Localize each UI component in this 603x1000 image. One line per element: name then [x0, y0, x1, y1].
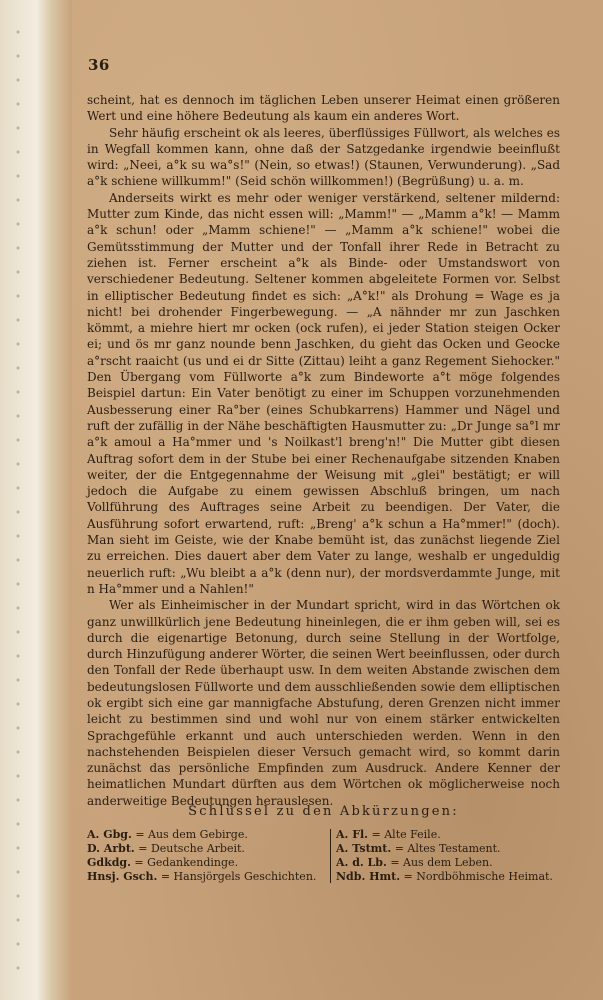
book-binding-edge [0, 0, 72, 1000]
abbreviation-key: D. Arbt. [87, 842, 135, 855]
column-divider [330, 829, 331, 883]
stitch-holes [14, 20, 22, 980]
abbreviation-key: Ndb. Hmt. [336, 870, 401, 883]
abbreviation-key: Hnsj. Gsch. [87, 870, 158, 883]
abbreviation-key: A. Tstmt. [336, 842, 392, 855]
abbreviation-value: = Aus dem Gebirge. [135, 828, 248, 841]
abbreviation-value: = Alte Feile. [371, 828, 441, 841]
abbreviation-key: A. Fl. [336, 828, 369, 841]
abbreviation-key: A. Gbg. [87, 828, 132, 841]
abbreviation-row [336, 856, 565, 870]
abbreviation-key: Gdkdg. [87, 856, 131, 869]
paragraph: scheint, hat es dennoch im täglichen Leben unserer Heimat einen größeren Wert und eine höhere Bedeutung als kaum ein anderes Wort. [87, 93, 560, 124]
abbreviation-value: = Deutsche Arbeit. [138, 842, 245, 855]
abbreviations-heading: Schlüssel zu den Abkürzungen: [188, 804, 459, 819]
abbreviation-value: = Aus dem Leben. [390, 856, 493, 869]
abbreviations-right-column [336, 828, 565, 884]
abbreviation-value: = Altes Testament. [394, 842, 501, 855]
page-number: 36 [88, 56, 110, 74]
abbreviations-left-column [87, 828, 327, 884]
abbreviations-key [87, 828, 565, 884]
abbreviation-key: A. d. Lb. [336, 856, 387, 869]
abbreviation-value: = Hansjörgels Geschichten. [160, 870, 317, 883]
abbreviation-row [336, 828, 565, 842]
body-text [87, 92, 560, 809]
abbreviation-row [87, 856, 327, 870]
paragraph: Anderseits wirkt es mehr oder weniger verstärkend, seltener mildernd: Mutter zum Kinde, das nicht essen will: „Mamm!" — „Mamm a°k! — Mamm a°k schun! oder „Mamm schiene!" — „Mamm a°k schiene!" wobei die Gemütsstimmung der Mutter und der Tonfall ihrer Rede in Betracht zu ziehen ist. Ferner erscheint a°k als Binde- oder Umstandswort von verschiedener Bedeutung. Seltener kommen abgeleitete Formen vor. Selbst in elliptischer Bedeutung findet es sich: „A°k!" als Drohung = Wage es ja nicht! bei drohender Fingerbewegung. — „A nähnder mr zun Jaschken kömmt, a miehre hiert mr ocken (ock rufen), ei jeder Station steigen Ocker ei; und ös mr ganz nounde benn Jaschken, du gieht das Ocken und Geocke a°rscht raaicht (us und ei dr Sitte (Zittau) leiht a ganz Regement Siehocker." Den Übergang vom Füllworte a°k zum Bindeworte a°t möge folgendes Beispiel dartun: Ein Vater benötigt zu einer im Schuppen vorzunehmenden Ausbesserung einer Ra°ber (eines Schubkarrens) Hammer und Nägel und ruft der zufällig in der Nähe beschäftigten Hausmutter zu: „Dr Junge sa°l mr a°k amoul a Ha°mmer und 's Noilkast'l breng'n!" Die Mutter gibt diesen Auftrag sofort dem in der Stube bei einer Rechenaufgabe sitzenden Knaben weiter, der die Entgegennahme der Weisung mit „glei" bestätigt; er will jedoch die Aufgabe zu einem gewissen Abschluß bringen, um nach Vollführung des Auftrages seine Arbeit zu beendigen. Der Vater, die Ausführung sofort erwartend, ruft: „Breng' a°k schun a Ha°mmer!" (doch). Man sieht im Geiste, wie der Knabe bemüht ist, das zunächst liegende Ziel zu erreichen. Dies dauert aber dem Vater zu lange, weshalb er ungeduldig neuerlich ruft: „Wu bleibt a a°k (denn nur), der mordsverdammte Junge, mit n Ha°mmer und a Nahlen!" [87, 190, 560, 596]
abbreviation-row [336, 870, 565, 884]
abbreviation-row [87, 870, 327, 884]
abbreviation-value: = Nordböhmische Heimat. [403, 870, 553, 883]
abbreviation-row [336, 842, 565, 856]
abbreviation-row [87, 828, 327, 842]
paragraph: Wer als Einheimischer in der Mundart spricht, wird in das Wörtchen ok ganz unwillkürlich jene Bedeutung hineinlegen, die er ihm geben will, sei es durch die eigenartige Betonung, durch seine Stellung in der Wortfolge, durch Hinzufügung anderer Wörter, die seinen Wert beeinflussen, oder durch den Tonfall der Rede überhaupt usw. In dem weiten Abstande zwischen dem bedeutungslosen Füllworte und dem ausschließenden sowie dem elliptischen ok ergibt sich eine gar mannigfache Abstufung, deren Grenzen nicht immer leicht zu bestimmen sind und wohl nur von einem stärker entwickelten Sprachgefühle erkannt und auch unterschieden werden. Wenn in den nachstehenden Beispielen dieser Versuch gemacht wird, so kommt darin zunächst das persönliche Empfinden zum Ausdruck. Andere Kenner der heimatlichen Mundart dürften aus dem Wörtchen ok möglicherweise noch anderweitige Bedeutungen herauslesen. [87, 598, 560, 808]
abbreviation-value: = Gedankendinge. [134, 856, 239, 869]
paragraph: Sehr häufig erscheint ok als leeres, überflüssiges Füllwort, als welches es in Wegfall kommen kann, ohne daß der Satzgedanke irgendwie beeinflußt wird: „Neei, a°k su wa°s!" (Nein, so etwas!) (Staunen, Verwunderung). „Sad a°k schiene willkumm!" (Seid schön willkommen!) (Begrüßung) u. a. m. [87, 125, 560, 189]
abbreviation-row [87, 842, 327, 856]
